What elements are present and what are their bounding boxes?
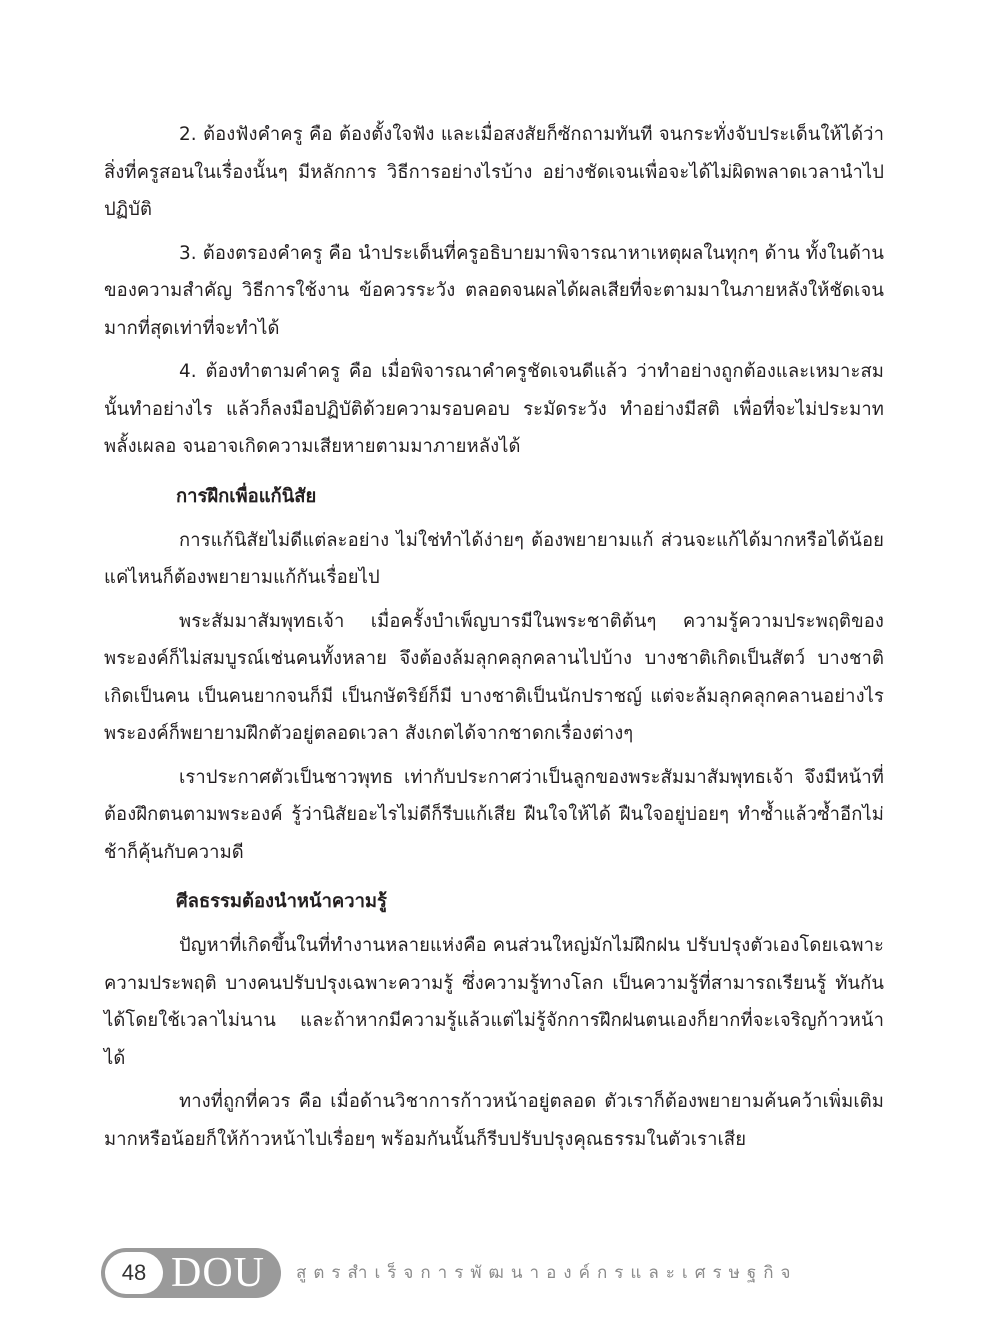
paragraph-listening: 2. ต้องฟังคำครู คือ ต้องตั้งใจฟัง และเมื่อสงสัยก็ซักถามทันที จนกระทั่งจับประเด็นให้ได้ว่าสิ่งที่ครูสอนในเรื่องนั้นๆ มีหลักการ วิธีการอย่างไรบ้าง อย่างชัดเจนเพื่อจะได้ไม่ผิดพลาดเวลานำไปปฏิบัติ [104, 124, 884, 220]
section-heading-habit-training: การฝึกเพื่อแก้นิสัย [176, 485, 317, 507]
brand-logo-text: DOU [171, 1250, 265, 1296]
paragraph: พระสัมมาสัมพุทธเจ้า เมื่อครั้งบำเพ็ญบารมีในพระชาติต้นๆ ความรู้ความประพฤติของพระองค์ก็ไม่สมบูรณ์เช่นคนทั้งหลาย จึงต้องล้มลุกคลุกคลานไปบ้าง บางชาติเกิดเป็นสัตว์ บางชาติเกิดเป็นคน เป็นคนยากจนก็มี เป็นกษัตริย์ก็มี บางชาติเป็นนักปราชญ์ แต่จะล้มลุกคลุกคลานอย่างไร พระองค์ก็พยายามฝึกตัวอยู่ตลอดเวลา สังเกตได้จากชาดกเรื่องต่างๆ [104, 610, 884, 744]
paragraph: การแก้นิสัยไม่ดีแต่ละอย่าง ไม่ใช่ทำได้ง่ายๆ ต้องพยายามแก้ ส่วนจะแก้ได้มากหรือได้น้อยแค่ไหนก็ต้องพยายามแก้กันเรื่อยไป [104, 529, 884, 588]
paragraph: เราประกาศตัวเป็นชาวพุทธ เท่ากับประกาศว่าเป็นลูกของพระสัมมาสัมพุทธเจ้า จึงมีหน้าที่ต้องฝึกตนตามพระองค์ รู้ว่านิสัยอะไรไม่ดีก็รีบแก้เสีย ฝืนใจให้ได้ ฝืนใจอยู่บ่อยๆ ทำซ้ำแล้วซ้ำอีกไม่ช้าก็คุ้นกับความดี [104, 766, 884, 863]
series-title: สูตรสำเร็จการพัฒนาองค์กรและเศรษฐกิจ [296, 1263, 798, 1283]
page-footer [101, 1248, 901, 1298]
section-heading-morality-before-knowledge: ศีลธรรมต้องนำหน้าความรู้ [176, 891, 387, 912]
footer-badge [101, 1248, 281, 1298]
paragraph-reflecting: 3. ต้องตรองคำครู คือ นำประเด็นที่ครูอธิบายมาพิจารณาหาเหตุผลในทุกๆ ด้าน ทั้งในด้านของความสำคัญ วิธีการใช้งาน ข้อควรระวัง ตลอดจนผลได้ผลเสียที่จะตามมาในภายหลังให้ชัดเจนมากที่สุดเท่าที่จะทำได้ [104, 242, 884, 339]
page-body [104, 116, 884, 1164]
page-number: 48 [105, 1252, 163, 1294]
paragraph-practicing: 4. ต้องทำตามคำครู คือ เมื่อพิจารณาคำครูชัดเจนดีแล้ว ว่าทำอย่างถูกต้องและเหมาะสมนั้นทำอย่างไร แล้วก็ลงมือปฏิบัติด้วยความรอบคอบ ระมัดระวัง ทำอย่างมีสติ เพื่อที่จะไม่ประมาทพลั้งเผลอ จนอาจเกิดความเสียหายตามมาภายหลังได้ [104, 361, 884, 457]
paragraph: ทางที่ถูกที่ควร คือ เมื่อด้านวิชาการก้าวหน้าอยู่ตลอด ตัวเราก็ต้องพยายามค้นคว้าเพิ่มเติมมากหรือน้อยก็ให้ก้าวหน้าไปเรื่อยๆ พร้อมกันนั้นก็รีบปรับปรุงคุณธรรมในตัวเราเสีย [104, 1091, 884, 1150]
paragraph: ปัญหาที่เกิดขึ้นในที่ทำงานหลายแห่งคือ คนส่วนใหญ่มักไม่ฝึกฝน ปรับปรุงตัวเองโดยเฉพาะความประพฤติ บางคนปรับปรุงเฉพาะความรู้ ซึ่งความรู้ทางโลก เป็นความรู้ที่สามารถเรียนรู้ ทันกันได้โดยใช้เวลาไม่นาน และถ้าหากมีความรู้แล้วแต่ไม่รู้จักการฝึกฝนตนเองก็ยากที่จะเจริญก้าวหน้าได้ [104, 935, 884, 1069]
